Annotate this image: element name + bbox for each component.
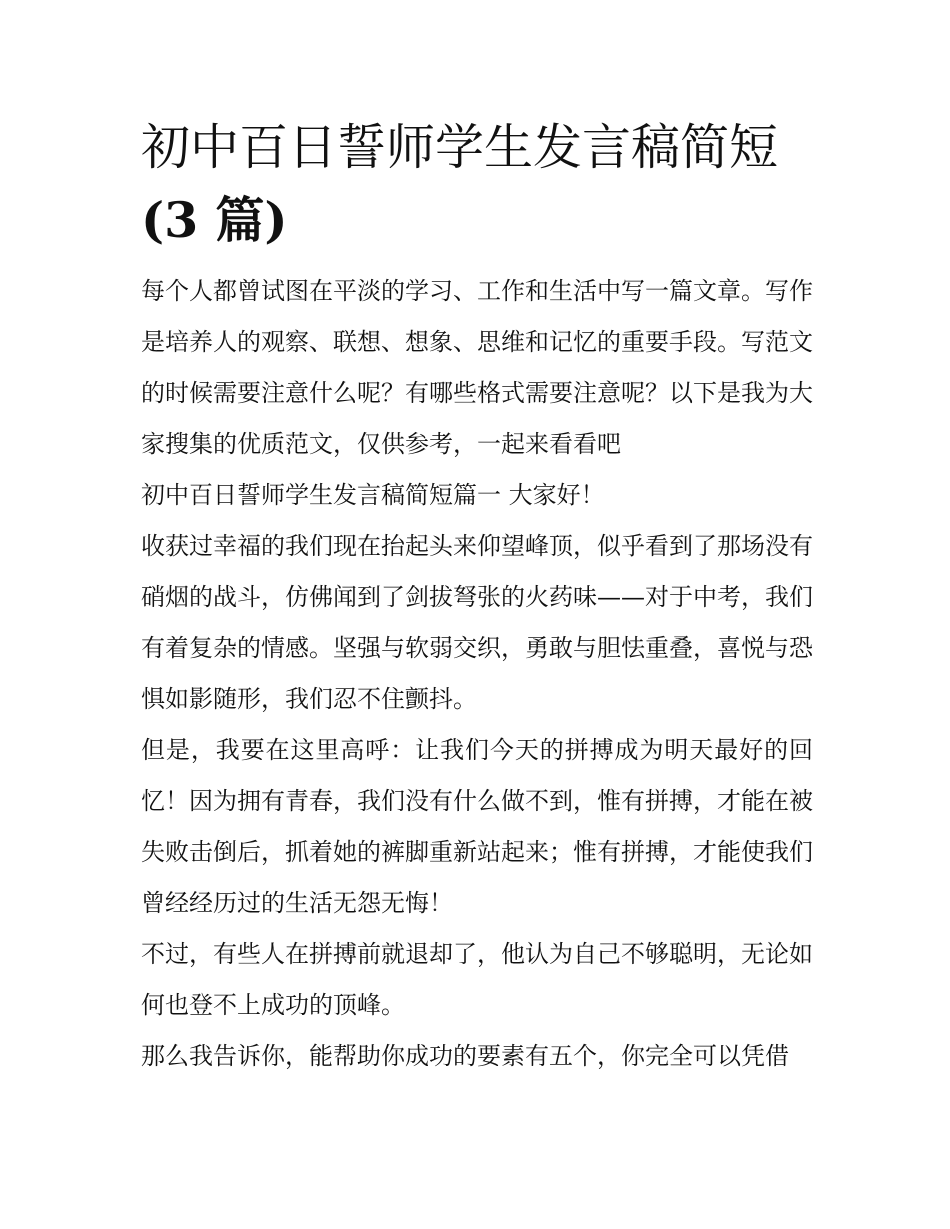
document-title (141, 112, 813, 256)
paragraph-section-heading: 初中百日誓师学生发言稿简短篇一 大家好！ (141, 481, 605, 509)
document-content (141, 112, 813, 1082)
paragraph-body: 那么我告诉你，能帮助你成功的要素有五个，你完全可以凭借 (141, 1042, 789, 1070)
paragraph-intro: 每个人都曾试图在平淡的学习、工作和生活中写一篇文章。写作是培养人的观察、联想、想象、思维和记忆的重要手段。写范文的时候需要注意什么呢？有哪些格式需要注意呢？以下是我为大家搜集的优质范文，仅供参考，一起来看看吧 (141, 277, 813, 458)
document-body (141, 266, 813, 1082)
paragraph-body: 不过，有些人在拼搏前就退却了，他认为自己不够聪明，无论如何也登不上成功的顶峰。 (141, 940, 813, 1019)
paragraph-body: 但是，我要在这里高呼：让我们今天的拼搏成为明天最好的回忆！因为拥有青春，我们没有什么做不到，惟有拼搏，才能在被失败击倒后，抓着她的裤脚重新站起来；惟有拼搏，才能使我们曾经经历过的生活无怨无悔！ (141, 736, 813, 917)
document-title-suffix: (3 篇) (141, 191, 288, 249)
document-title-main: 初中百日誓师学生发言稿简短 (141, 119, 779, 176)
paragraph-body: 收获过幸福的我们现在抬起头来仰望峰顶，似乎看到了那场没有硝烟的战斗，仿佛闻到了剑拔弩张的火药味——对于中考，我们有着复杂的情感。坚强与软弱交织，勇敢与胆怯重叠，喜悦与恐惧如影随形，我们忍不住颤抖。 (141, 532, 813, 713)
